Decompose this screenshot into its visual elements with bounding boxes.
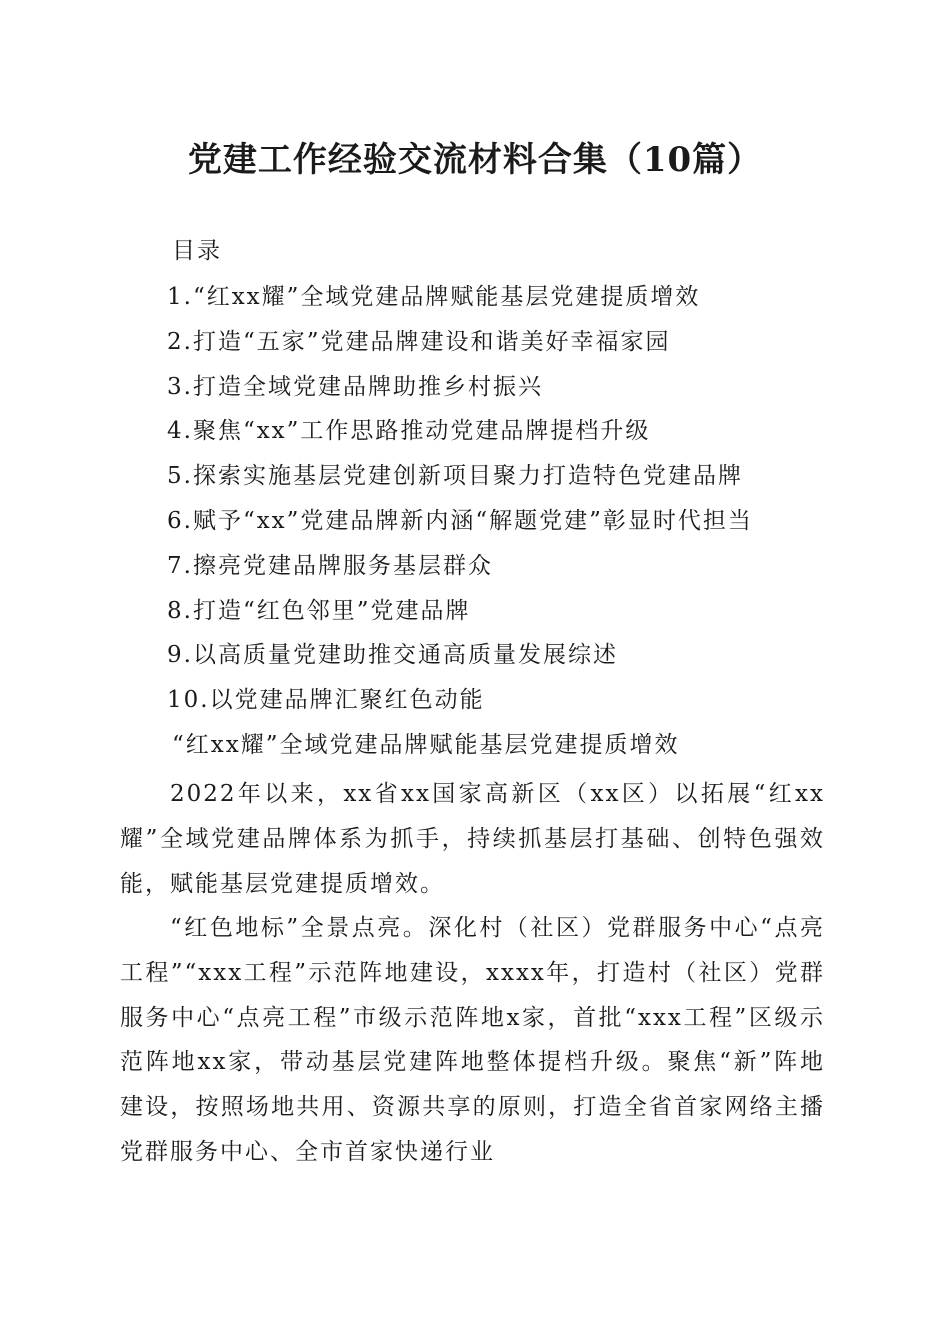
article-heading: “红xx耀”全域党建品牌赋能基层党建提质增效 xyxy=(172,732,680,758)
toc-item: 3.打造全域党建品牌助推乡村振兴 xyxy=(167,373,543,400)
toc-item: 10.以党建品牌汇聚红色动能 xyxy=(167,687,485,714)
toc-item: 8.打造“红色邻里”党建品牌 xyxy=(167,597,471,624)
toc-item: 5.探索实施基层党建创新项目聚力打造特色党建品牌 xyxy=(167,463,743,490)
table-of-contents xyxy=(167,280,867,728)
toc-item: 9.以高质量党建助推交通高质量发展综述 xyxy=(167,642,618,669)
body-paragraph: “红色地标”全景点亮。深化村（社区）党群服务中心“点亮工程”“xxx工程”示范阵地建设，xxxx年，打造村（社区）党群服务中心“点亮工程”市级示范阵地x家，首批“xxx工程”区级示范阵地xx家，带动基层党建阵地整体提档升级。聚焦“新”阵地建设，按照场地共用、资源共享的原则，打造全省首家网络主播党群服务中心、全市首家快递行业 xyxy=(120,915,825,1165)
toc-item: 2.打造“五家”党建品牌建设和谐美好幸福家园 xyxy=(167,328,671,355)
toc-item: 6.赋予“xx”党建品牌新内涵“解题党建”彰显时代担当 xyxy=(167,507,753,534)
toc-item: 4.聚焦“xx”工作思路推动党建品牌提档升级 xyxy=(167,418,651,445)
toc-heading: 目录 xyxy=(172,238,222,264)
toc-item: 7.擦亮党建品牌服务基层群众 xyxy=(167,552,493,579)
document-title: 党建工作经验交流材料合集（10篇） xyxy=(187,140,763,180)
body-paragraph: 2022年以来，xx省xx国家高新区（xx区）以拓展“红xx耀”全域党建品牌体系为抓手，持续抓基层打基础、创特色强效能，赋能基层党建提质增效。 xyxy=(120,781,825,897)
toc-item: 1.“红xx耀”全域党建品牌赋能基层党建提质增效 xyxy=(167,284,701,310)
